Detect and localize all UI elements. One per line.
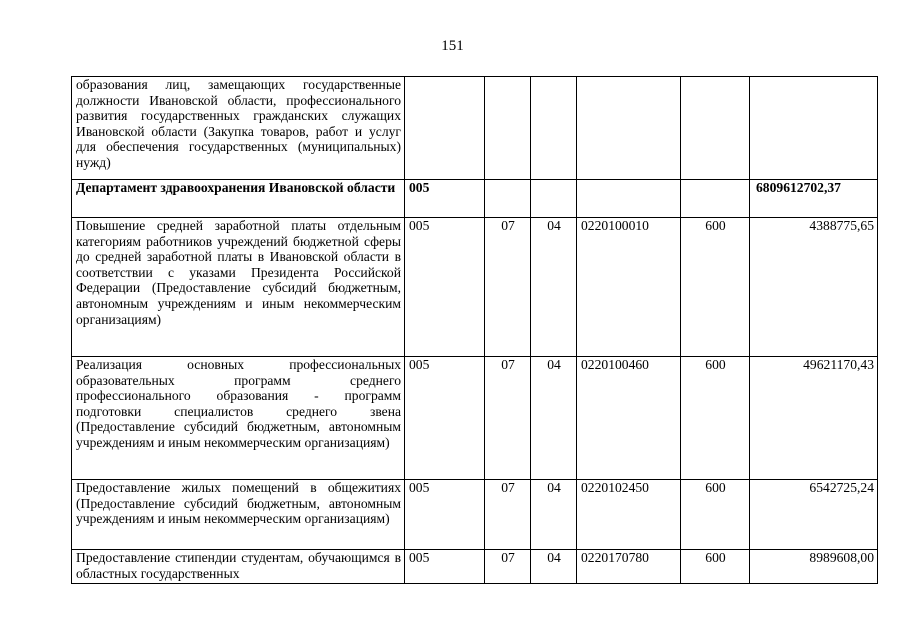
- table-row: [72, 77, 878, 180]
- cell-csr: 0220170780: [577, 550, 681, 584]
- cell-pr: [531, 180, 577, 218]
- cell-rz: [485, 77, 531, 180]
- cell-sum: 8989608,00: [750, 550, 878, 584]
- cell-csr: 0220100460: [577, 357, 681, 480]
- cell-vr: [681, 77, 750, 180]
- cell-ved: 005: [405, 180, 485, 218]
- cell-ved: 005: [405, 357, 485, 480]
- cell-rz: 07: [485, 550, 531, 584]
- cell-rz: 07: [485, 218, 531, 357]
- cell-sum: 49621170,43: [750, 357, 878, 480]
- table-body: [72, 77, 878, 584]
- table-row: [72, 480, 878, 550]
- budget-table: [71, 76, 878, 584]
- cell-csr: [577, 77, 681, 180]
- cell-sum: [750, 77, 878, 180]
- cell-csr: [577, 180, 681, 218]
- cell-sum: 4388775,65: [750, 218, 878, 357]
- cell-rz: 07: [485, 480, 531, 550]
- table-row: [72, 550, 878, 584]
- cell-ved: 005: [405, 550, 485, 584]
- cell-ved: 005: [405, 218, 485, 357]
- cell-vr: 600: [681, 218, 750, 357]
- row-description: Повышение средней заработной платы отдельным категориям работников учреждений бюджетной сферы до средней заработной платы в Ивановской области в соответствии с указами Президента Российской Федерации (Предоставление субсидий бюджетным, автономным учреждениям и иным некоммерческим организациям): [72, 218, 405, 357]
- cell-vr: 600: [681, 550, 750, 584]
- cell-csr: 0220100010: [577, 218, 681, 357]
- table-row: [72, 218, 878, 357]
- cell-csr: 0220102450: [577, 480, 681, 550]
- cell-pr: 04: [531, 357, 577, 480]
- row-description: Предоставление жилых помещений в общежитиях (Предоставление субсидий бюджетным, автономным учреждениям и иным некоммерческим организациям): [72, 480, 405, 550]
- cell-vr: 600: [681, 357, 750, 480]
- cell-sum: 6542725,24: [750, 480, 878, 550]
- cell-vr: 600: [681, 480, 750, 550]
- cell-ved: [405, 77, 485, 180]
- cell-rz: 07: [485, 357, 531, 480]
- cell-pr: 04: [531, 550, 577, 584]
- row-description: Реализация основных профессиональных образовательных программ среднего профессионального образования - программ подготовки специалистов среднего звена (Предоставление субсидий бюджетным, автономным учреждениям и иным некоммерческим организациям): [72, 357, 405, 480]
- row-description: образования лиц, замещающих государственные должности Ивановской области, профессионального развития государственных гражданских служащих Ивановской области (Закупка товаров, работ и услуг для обеспечения государственных (муниципальных) нужд): [72, 77, 405, 180]
- cell-ved: 005: [405, 480, 485, 550]
- cell-pr: 04: [531, 480, 577, 550]
- cell-pr: 04: [531, 218, 577, 357]
- cell-rz: [485, 180, 531, 218]
- row-description: Департамент здравоохранения Ивановской области: [72, 180, 405, 218]
- row-description: Предоставление стипендии студентам, обучающимся в областных государственных: [72, 550, 405, 584]
- page-number: 151: [441, 38, 464, 54]
- cell-pr: [531, 77, 577, 180]
- table-row: [72, 357, 878, 480]
- cell-vr: [681, 180, 750, 218]
- cell-sum: 6809612702,37: [750, 180, 878, 218]
- table-row: [72, 180, 878, 218]
